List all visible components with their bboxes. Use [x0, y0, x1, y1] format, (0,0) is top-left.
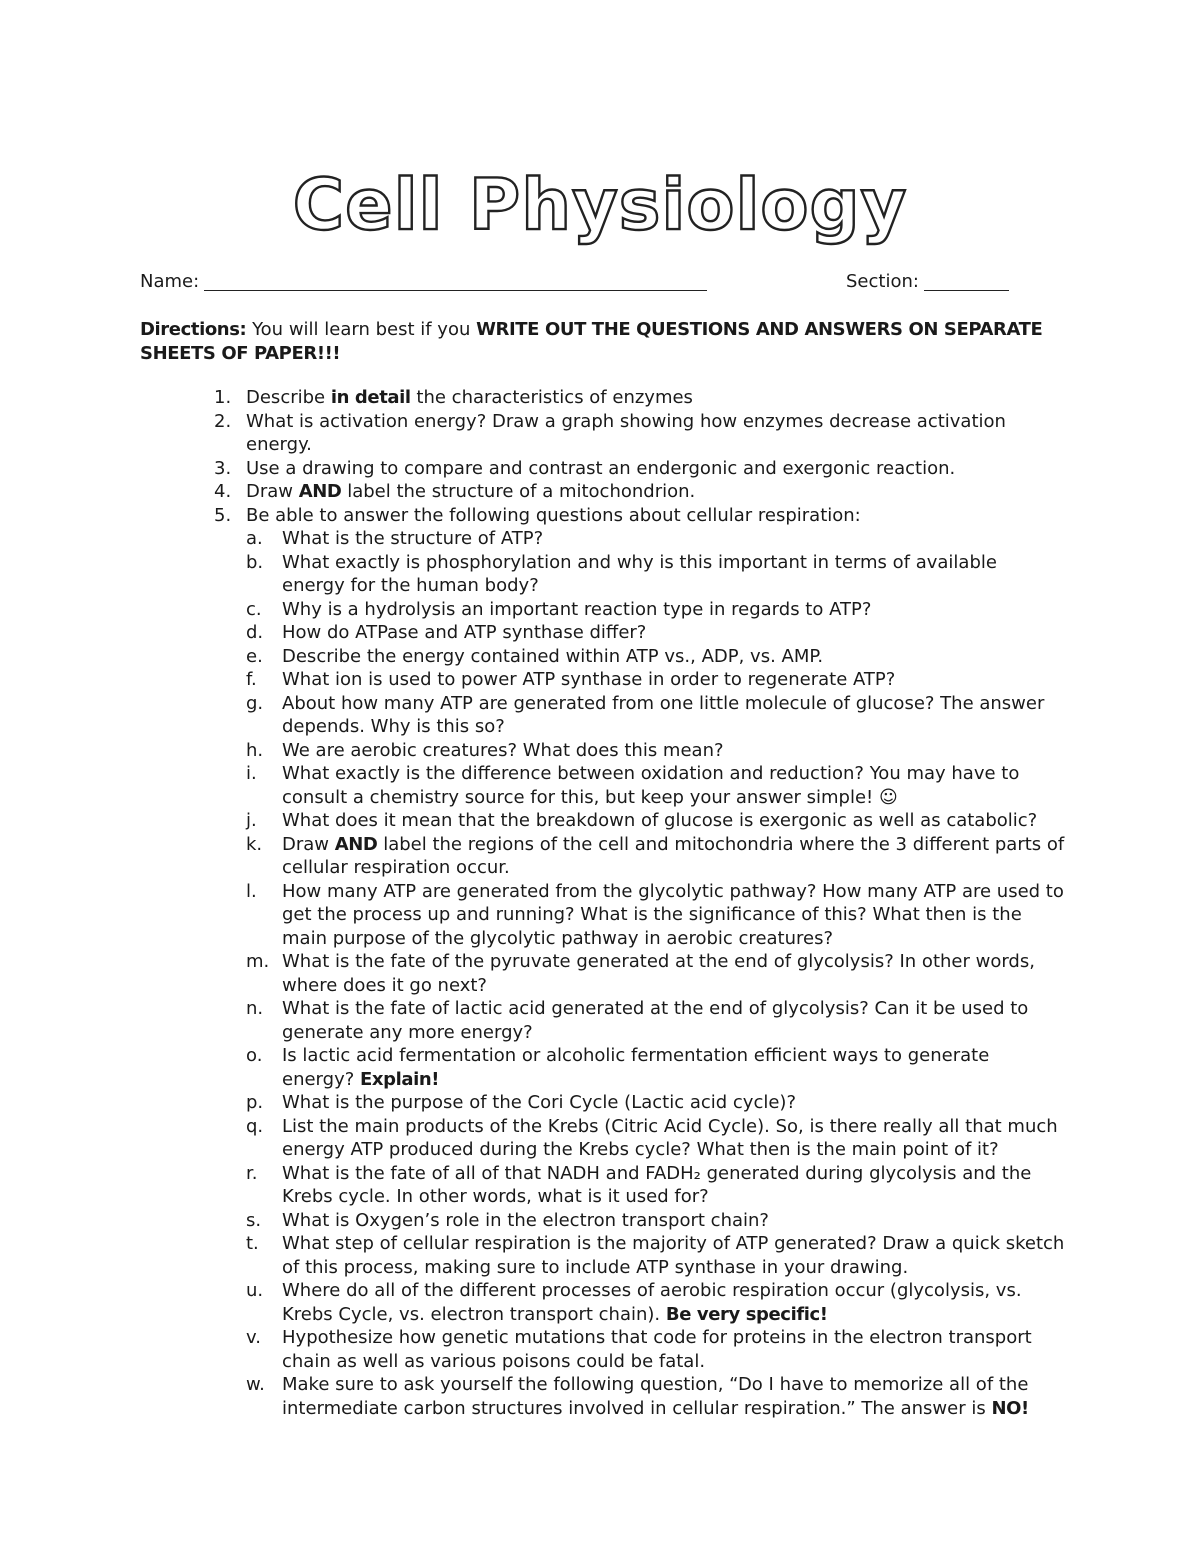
question-item [140, 480, 1065, 504]
sub-question-text: We are aerobic creatures? What does this mean? [282, 739, 724, 761]
sub-question-text: Describe the energy contained within ATP vs., ADP, vs. AMP. [282, 645, 824, 667]
sub-question-text: label the regions of the cell and mitochondria where the 3 different parts of cellular respiration occur. [282, 833, 1065, 878]
sub-question-text: Make sure to ask yourself the following question, “Do I have to memorize all of the intermediate carbon structures involved in cellular respiration.” The answer is [282, 1374, 1029, 1419]
sub-question-letter: e. [246, 645, 263, 667]
name-label: Name: [140, 271, 200, 292]
sub-question-text: Hypothesize how genetic mutations that code for proteins in the electron transport chain as well as various poisons could be fatal. [282, 1327, 1032, 1372]
question-text: What is activation energy? Draw a graph showing how enzymes decrease activation energy. [246, 410, 1006, 455]
sub-question-letter: c. [246, 598, 262, 620]
sub-question-letter: a. [246, 528, 263, 549]
question-number: 5. [214, 504, 232, 526]
sub-question-letter: f. [246, 669, 257, 690]
sub-question-list [140, 527, 1065, 1420]
question-text: Be able to answer the following questions about cellular respiration: [246, 504, 861, 526]
sub-question-item [140, 1232, 1065, 1279]
sub-question-letter: l. [246, 880, 257, 902]
question-text: Use a drawing to compare and contrast an endergonic and exergonic reaction. [246, 457, 956, 479]
question-text: the characteristics of enzymes [410, 387, 693, 408]
sub-question-text: What does it mean that the breakdown of glucose is exergonic as well as catabolic? [282, 810, 1038, 831]
question-item [140, 386, 1065, 410]
sub-question-item [140, 1209, 1065, 1233]
sub-question-item [140, 551, 1065, 598]
sub-question-item [140, 598, 1065, 622]
sub-question-item [140, 527, 1065, 551]
sub-question-item [140, 1162, 1065, 1209]
question-item [140, 410, 1065, 457]
sub-question-item [140, 833, 1065, 880]
sub-question-letter: r. [246, 1162, 258, 1184]
question-number: 2. [214, 410, 232, 432]
sub-question-letter: d. [246, 622, 264, 643]
sub-question-item [140, 809, 1065, 833]
directions-label: Directions: [140, 319, 247, 340]
sub-question-text: List the main products of the Krebs (Citric Acid Cycle). So, is there really all that much energy ATP produced during the Krebs cycle? What then is the main point of it? [282, 1115, 1058, 1160]
question-number: 1. [214, 387, 232, 408]
sub-question-letter: p. [246, 1092, 264, 1113]
question-text: label the structure of a mitochondrion. [341, 481, 696, 502]
sub-question-item [140, 762, 1065, 809]
sub-question-item [140, 950, 1065, 997]
sub-question-letter: w. [246, 1374, 265, 1395]
directions-emphasis: WRITE OUT THE QUESTIONS AND ANSWERS ON SEPARATE SHEETS OF PAPER!!! [140, 319, 1043, 364]
question-item [140, 504, 1065, 1421]
sub-question-item [140, 692, 1065, 739]
sub-question-text: What is the purpose of the Cori Cycle (Lactic acid cycle)? [282, 1092, 797, 1113]
question-emphasis: in detail [330, 387, 411, 408]
page-title: Cell Physiology [292, 164, 908, 246]
sub-question-item [140, 739, 1065, 763]
sub-question-item [140, 1326, 1065, 1373]
sub-question-item [140, 668, 1065, 692]
sub-question-item [140, 997, 1065, 1044]
sub-question-text: What is the fate of lactic acid generated at the end of glycolysis? Can it be used to generate any more energy? [282, 998, 1029, 1043]
sub-question-text: About how many ATP are generated from one little molecule of glucose? The answer depends. Why is this so? [282, 692, 1045, 737]
sub-question-text: How do ATPase and ATP synthase differ? [282, 622, 647, 643]
sub-question-item [140, 880, 1065, 951]
sub-question-item [140, 645, 1065, 669]
sub-question-letter: u. [246, 1280, 264, 1301]
sub-question-text: What is Oxygen’s role in the electron transport chain? [282, 1209, 769, 1231]
sub-question-text: Why is a hydrolysis an important reaction type in regards to ATP? [282, 598, 872, 620]
sub-question-item [140, 1373, 1065, 1420]
sub-question-text: What exactly is phosphorylation and why is this important in terms of available energy for the human body? [282, 551, 997, 596]
name-section-row [140, 268, 1020, 296]
sub-question-letter: h. [246, 739, 264, 761]
section-label: Section: [846, 271, 919, 292]
sub-question-letter: q. [246, 1115, 264, 1137]
sub-question-emphasis: Explain! [360, 1068, 440, 1090]
sub-question-emphasis: Be very specific! [665, 1303, 828, 1325]
sub-question-text: What step of cellular respiration is the majority of ATP generated? Draw a quick sketch of this process, making sure to include ATP synthase in your drawing. [282, 1233, 1065, 1278]
sub-question-letter: v. [246, 1327, 261, 1348]
sub-question-item [140, 1279, 1065, 1326]
question-list [140, 386, 1065, 1420]
sub-question-letter: m. [246, 951, 270, 972]
sub-question-text: Where do all of the different processes of aerobic respiration occur (glycolysis, vs. Krebs Cycle, vs. electron transport chain). [282, 1280, 1022, 1325]
sub-question-letter: j. [246, 810, 257, 831]
sub-question-letter: o. [246, 1045, 263, 1066]
sub-question-letter: t. [246, 1233, 259, 1254]
sub-question-text: Is lactic acid fermentation or alcoholic fermentation efficient ways to generate energy? [282, 1045, 990, 1090]
sub-question-letter: k. [246, 833, 263, 855]
question-text: Describe [246, 387, 331, 408]
section-field[interactable] [924, 290, 1009, 291]
question-number: 4. [214, 481, 232, 502]
sub-question-item [140, 1044, 1065, 1091]
directions-paragraph [140, 318, 1065, 366]
question-emphasis: AND [298, 481, 342, 502]
name-field[interactable] [204, 290, 707, 291]
question-item [140, 457, 1065, 481]
sub-question-letter: i. [246, 763, 257, 784]
sub-question-text: Draw [282, 833, 335, 855]
sub-question-letter: g. [246, 692, 264, 714]
sub-question-text: What is the fate of the pyruvate generated at the end of glycolysis? In other words, where does it go next? [282, 951, 1035, 996]
sub-question-text: What is the fate of all of that NADH and FADH₂ generated during glycolysis and the Krebs cycle. In other words, what is it used for? [282, 1162, 1032, 1207]
sub-question-text: What ion is used to power ATP synthase in order to regenerate ATP? [282, 669, 896, 690]
sub-question-emphasis: NO! [991, 1397, 1029, 1419]
sub-question-item [140, 621, 1065, 645]
sub-question-letter: s. [246, 1209, 262, 1231]
sub-question-letter: n. [246, 998, 264, 1019]
sub-question-item [140, 1115, 1065, 1162]
sub-question-letter: b. [246, 551, 264, 573]
sub-question-item [140, 1091, 1065, 1115]
directions-text: You will learn best if you [246, 319, 477, 340]
sub-question-text: How many ATP are generated from the glycolytic pathway? How many ATP are used to get the process up and running? What is the significance of this? What then is the main purpose of the glycolytic pathway in aerobic creatures? [282, 880, 1064, 949]
question-text: Draw [246, 481, 299, 502]
sub-question-emphasis: AND [334, 833, 378, 855]
sub-question-text: What exactly is the difference between oxidation and reduction? You may have to consult a chemistry source for this, but keep your answer simple! ☺ [282, 763, 1020, 808]
sub-question-text: What is the structure of ATP? [282, 528, 544, 549]
question-number: 3. [214, 457, 232, 479]
